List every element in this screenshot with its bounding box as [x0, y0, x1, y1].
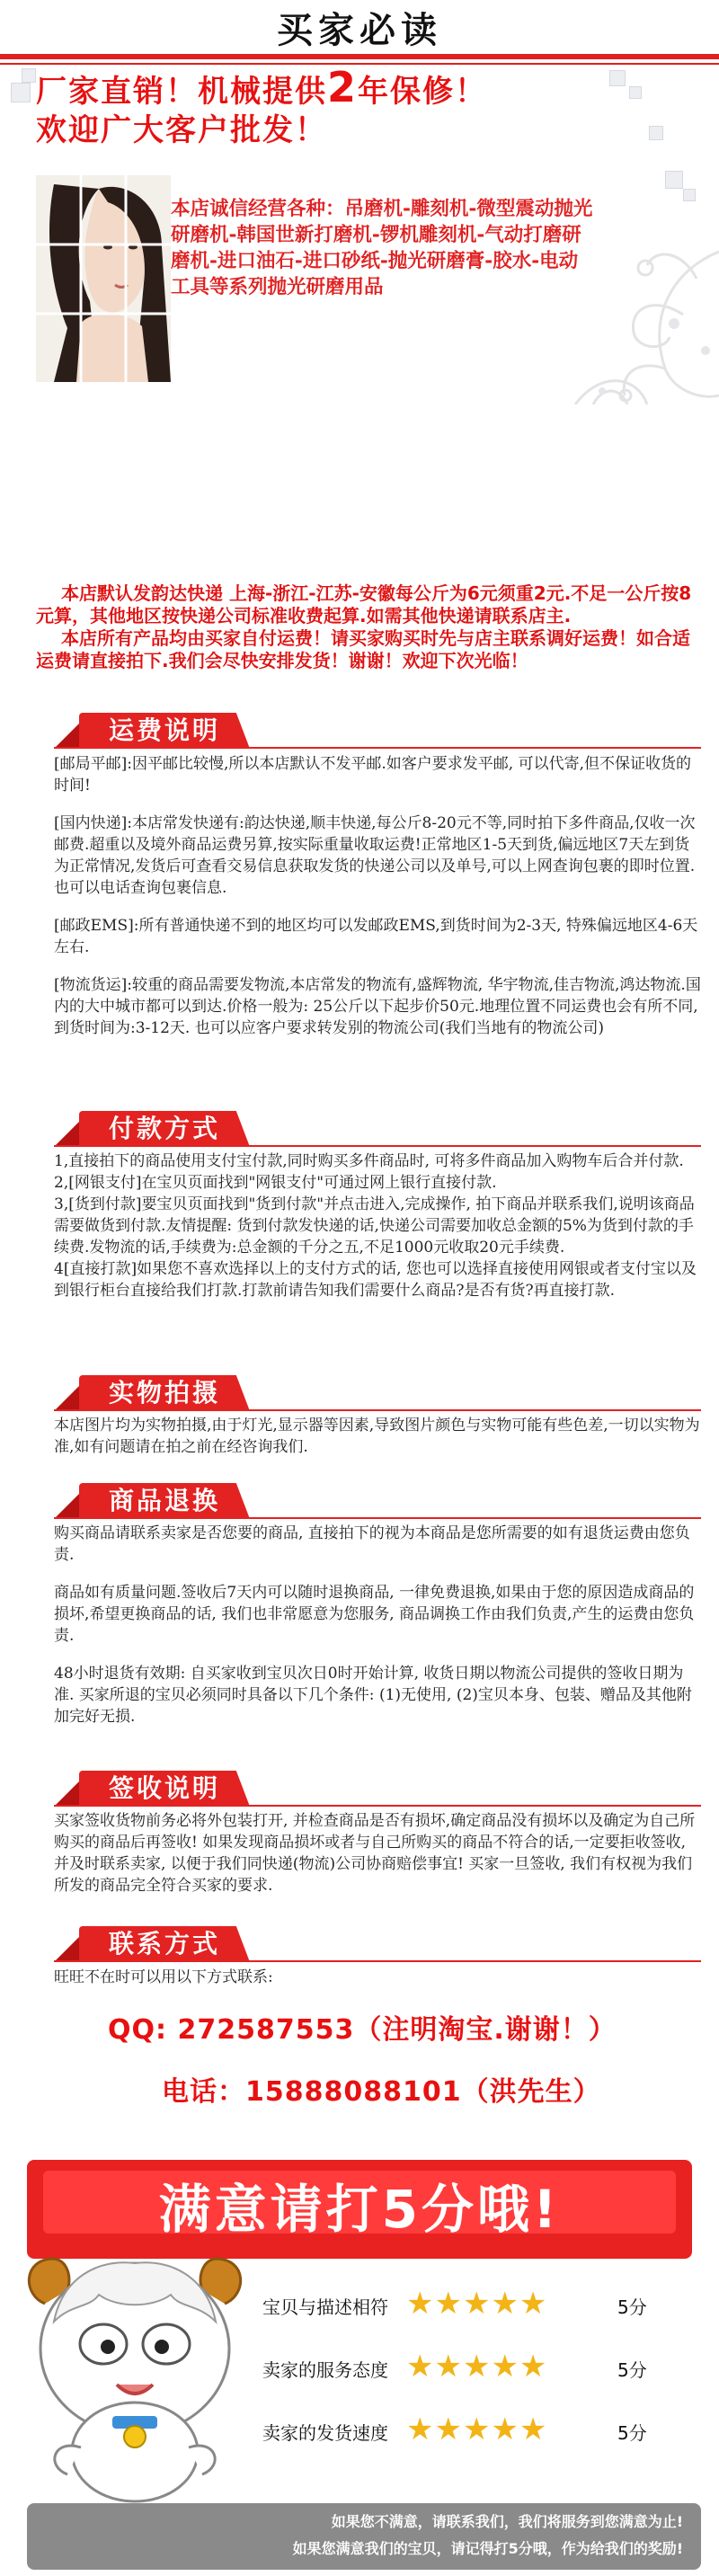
decor-square [649, 126, 663, 140]
returns-quality-text: 商品如有质量问题.签收后7天内可以随时退换商品, 一律免费退换,如果由于您的原因造成商品的损坏,希望更换商品的话, 我们也非常愿意为您服务, 商品调换工作由我们负责,产生的运费由您负责. [54, 1584, 695, 1645]
contact-intro-text: 旺旺不在时可以用以下方式联系: [54, 1968, 273, 1986]
promo-wholesale: 欢迎广大客户批发！ [36, 112, 327, 148]
promo-warranty-years: 2 [327, 63, 359, 111]
decor-square [609, 70, 626, 86]
section-body-returns [54, 1523, 701, 1744]
section-header-shipping [54, 713, 252, 749]
promo-warranty [36, 63, 487, 111]
section-body-shipping [54, 753, 701, 1055]
business-scope-text: 本店诚信经营各种：吊磨机-雕刻机-微型震动抛光研磨机-韩国世新打磨机-锣机雕刻机-气动打磨研磨机-进口油石-进口砂纸-抛光研磨膏-胶水-电动工具等系列抛光研磨用品 [171, 198, 593, 298]
model-portrait-image [36, 175, 171, 382]
rating-footer-line2: 如果您满意我们的宝贝，请记得打5分哦，作为给我们的奖励! [292, 2540, 683, 2557]
decor-square [683, 189, 696, 201]
banner-title: 买家必读 [277, 10, 442, 51]
rating-footer-line1: 如果您不满意，请联系我们，我们将服务到您满意为止! [331, 2513, 683, 2530]
section-title-contact: 联系方式 [108, 1929, 220, 1959]
section-divider [54, 747, 701, 749]
section-divider [54, 1409, 701, 1411]
decor-square [11, 83, 31, 102]
section-body-payment [54, 1150, 701, 1318]
rating-score: 5分 [617, 2422, 647, 2444]
decor-square [629, 86, 642, 99]
section-title-signing: 签收说明 [108, 1773, 220, 1803]
payment-bank-text: 2,[网银支付]在宝贝页面找到"网银支付"可通过网上银行直接付款. [54, 1174, 497, 1192]
rating-title: 满意请打5分哦! [158, 2179, 561, 2240]
buyer-notice-banner [0, 0, 719, 404]
rating-label: 卖家的发货速度 [262, 2422, 388, 2444]
section-divider [54, 1960, 701, 1962]
rating-score: 5分 [617, 2359, 647, 2381]
section-body-contact [54, 1967, 701, 2004]
section-header-contact [54, 1926, 252, 1962]
payment-transfer-text: 4[直接打款]如果您不喜欢选择以上的支付方式的话, 您也可以选择直接使用网银或者支付宝以及到银行柜台直接给我们打款.打款前请告知我们需要什么商品?是否有货?再直接打款. [54, 1260, 697, 1300]
contact-qq: QQ: 272587553（注明淘宝.谢谢！） [108, 2014, 617, 2046]
rating-row-shipping [262, 2413, 676, 2449]
section-body-signing [54, 1810, 701, 1913]
shipping-notice-p2: 本店所有产品均由买家自付运费！请买家购买时先与店主联系调好运费！如合适运费请直接拍下.我们会尽快安排发货！谢谢！欢迎下次光临！ [36, 627, 690, 671]
decor-square [22, 68, 36, 83]
section-title-returns: 商品退换 [108, 1486, 220, 1515]
section-title-payment: 付款方式 [108, 1114, 220, 1143]
decor-square [665, 171, 683, 189]
signing-text: 买家签收货物前务必将外包装打开, 并检查商品是否有损坏,确定商品没有损坏以及确定为自己所购买的商品后再签收! 如果发现商品损坏或者与自己所购买的商品不符合的话,一定要拒收签收, 并及时联系卖家, 以便于我们同快递(物流)公司协商赔偿事宜! 买家一旦签收, 我们有权视为我们所发的商品完全符合买家的要求. [54, 1812, 696, 1895]
shipping-notice-p1: 本店默认发韵达快递 上海-浙江-江苏-安徽每公斤为6元须重2元.不足一公斤按8元算，其他地区按快递公司标准收费起算.如需其他快递请联系店主. [36, 582, 692, 626]
shipping-freight-text: [物流货运]:较重的商品需要发物流,本店常发的物流有,盛辉物流, 华宇物流,佳吉物流,鸿达物流.国内的大中城市都可以到达.价格一般为: 25公斤以下起步价50元.地理位置不同运费也会有所不同,到货时间为:3-12天. 也可以应客户要求转发别的物流公司(我们当地有的物流公司) [54, 976, 701, 1037]
rating-row-description [262, 2287, 676, 2323]
photos-text: 本店图片均为实物拍摄,由于灯光,显示器等因素,导致图片颜色与实物可能有些色差,一切以实物为准,如有问题请在拍之前在经咨询我们. [54, 1417, 700, 1456]
rating-row-service [262, 2350, 676, 2386]
section-body-photos [54, 1415, 701, 1474]
rating-banner [0, 2135, 719, 2576]
returns-confirm-text: 购买商品请联系卖家是否您要的商品, 直接拍下的视为本商品是您所需要的如有退货运费由您负责. [54, 1524, 690, 1564]
section-title-photos: 实物拍摄 [108, 1378, 220, 1408]
section-header-signing [54, 1771, 252, 1807]
shipping-notice [36, 582, 701, 672]
star-rating-icon: ★★★★★ [406, 2349, 548, 2385]
section-divider [54, 1145, 701, 1147]
promo-warranty-text-a: 厂家直销！机械提供 [36, 74, 327, 110]
floral-ornament [539, 216, 719, 404]
payment-cod-text: 3,[货到付款]要宝贝页面找到"货到付款"并点击进入,完成操作, 拍下商品并联系我们,说明该商品需要做货到付款.友情提醒: 货到付款发快递的话,快递公司需要加收总金额的5%为货到付款的手续费.发物流的话,手续费为:总金额的千分之五,不足1000元收取20元手续费. [54, 1195, 695, 1257]
lamb-mascot-image [18, 2241, 252, 2510]
section-divider [54, 1805, 701, 1807]
contact-phone: 电话：15888088101（洪先生） [162, 2076, 601, 2108]
star-rating-icon: ★★★★★ [406, 2286, 548, 2322]
shipping-ems-text: [邮政EMS]:所有普通快递不到的地区均可以发邮政EMS,到货时间为2-3天, 特殊偏远地区4-6天左右. [54, 917, 698, 956]
shipping-post-text: [邮局平邮]:因平邮比较慢,所以本店默认不发平邮.如客户要求发平邮, 可以代寄,但不保证收货的时间! [54, 755, 692, 795]
payment-alipay-text: 1,直接拍下的商品使用支付宝付款,同时购买多件商品时, 可将多件商品加入购物车后合并付款. [54, 1152, 684, 1170]
rating-label: 卖家的服务态度 [262, 2359, 388, 2381]
rating-footer-bar [27, 2503, 701, 2570]
star-rating-icon: ★★★★★ [406, 2412, 548, 2447]
section-title-shipping: 运费说明 [108, 715, 220, 745]
rating-label: 宝贝与描述相符 [262, 2296, 388, 2318]
section-header-payment [54, 1111, 252, 1147]
promo-warranty-text-b: 年保修！ [358, 74, 488, 110]
banner-divider [0, 54, 719, 59]
rating-score: 5分 [617, 2296, 647, 2318]
shipping-express-text: [国内快递]:本店常发快递有:韵达快递,顺丰快递,每公斤8-20元不等,同时拍下多件商品,仅收一次邮费.超重以及境外商品运费另算,按实际重量收取运费!正常地区1-5天到货,偏远地区7天左到货为正常情况,发货后可查看交易信息获取发货的快递公司以及单号,可以上网查询包裹的即时位置. 也可以电话查询包裹信息. [54, 814, 696, 897]
returns-window-text: 48小时退货有效期: 自买家收到宝贝次日0时开始计算, 收货日期以物流公司提供的签收日期为准. 买家所退的宝贝必须同时具备以下几个条件: (1)无使用, (2)宝贝本身、包装、赠品及其他附加完好无损. [54, 1665, 692, 1726]
section-header-returns [54, 1483, 252, 1519]
section-header-photos [54, 1375, 252, 1411]
section-divider [54, 1517, 701, 1519]
